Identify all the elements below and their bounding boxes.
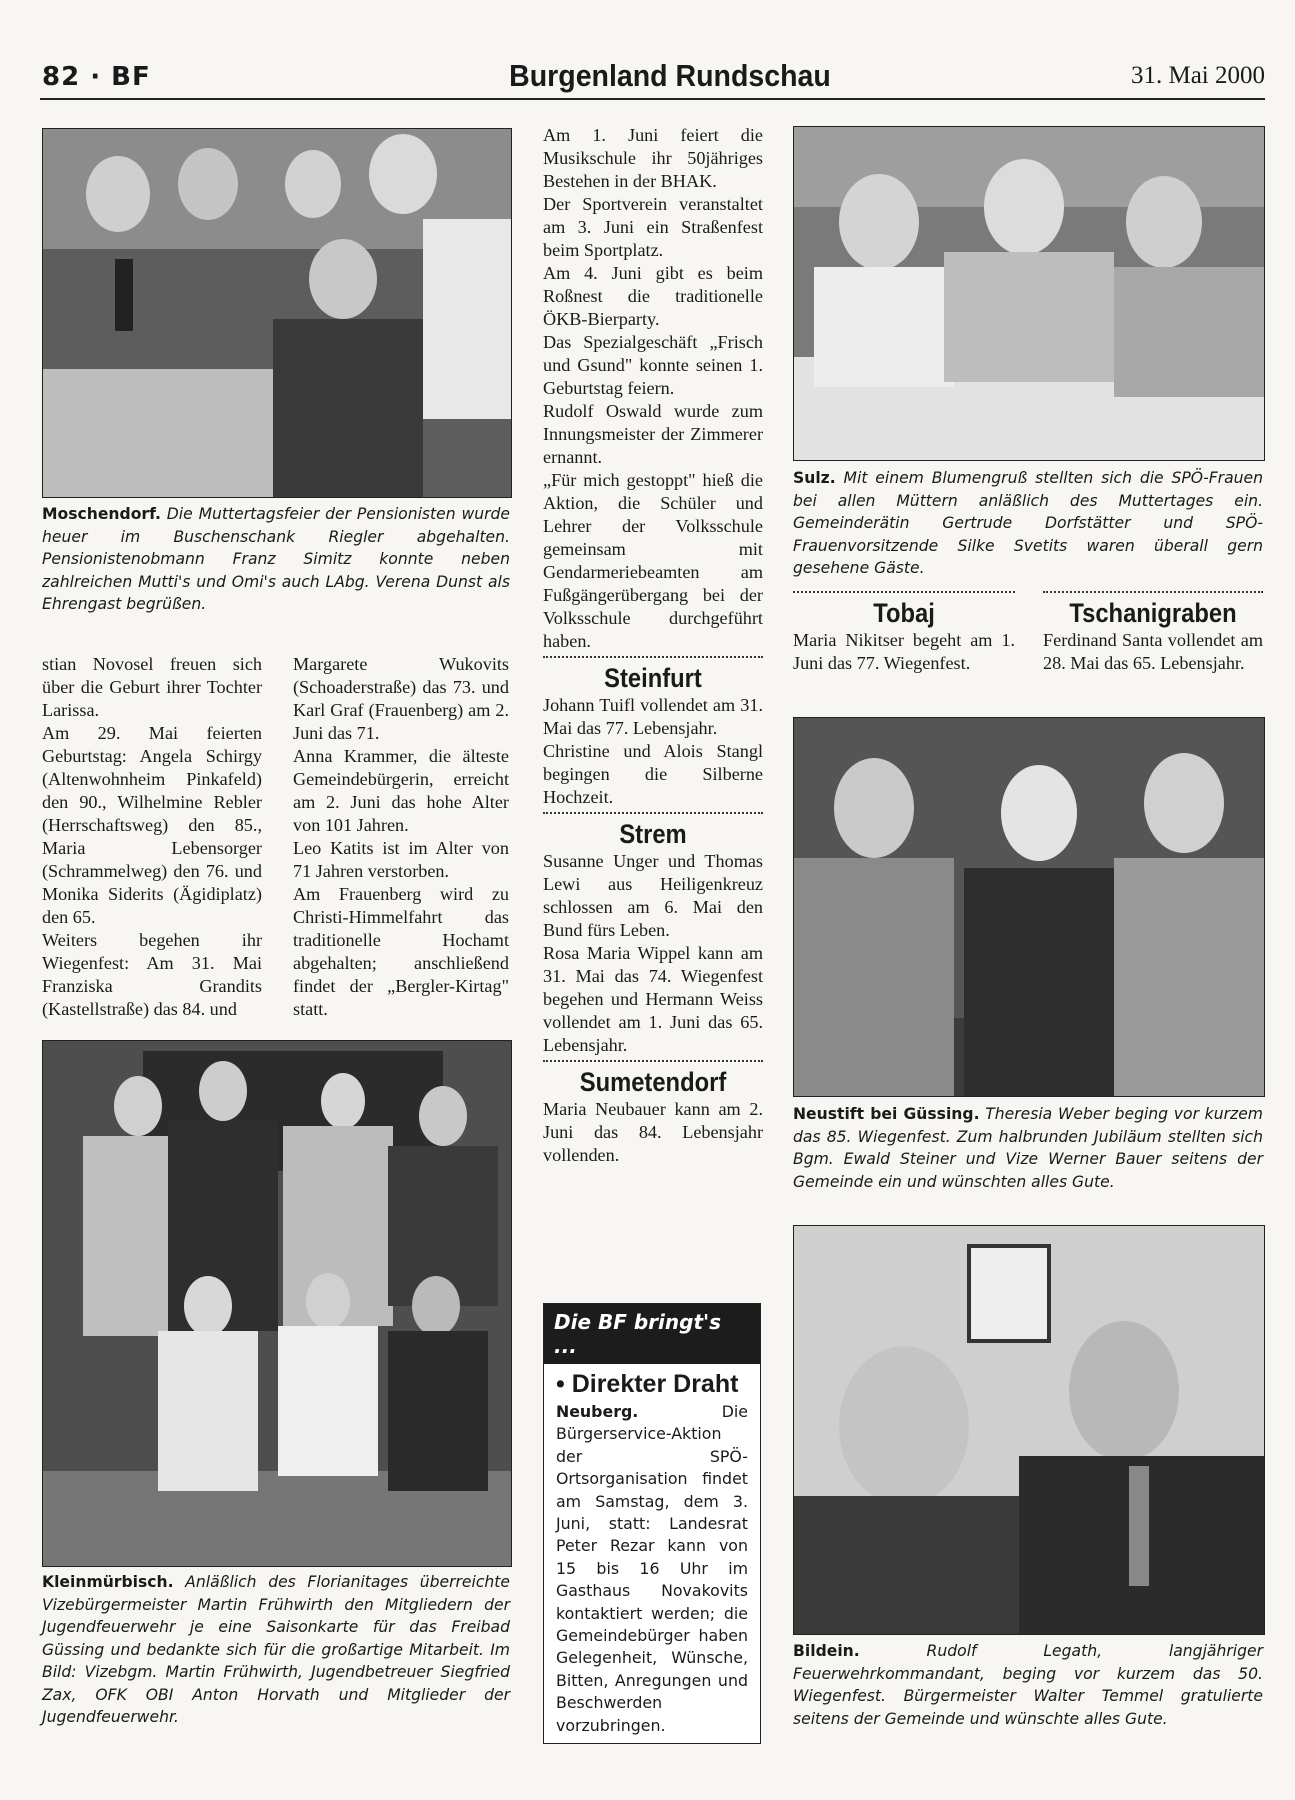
photo-moschendorf (42, 128, 512, 498)
caption-bildein (793, 1640, 1263, 1730)
paragraph: Johann Tuifl vollendet am 31. Mai das 77. Lebensjahr. (543, 695, 763, 738)
paragraph: Am 29. Mai feierten Geburtstag: Angela Schirgy (Altenwohnheim Pinkafeld) den 90., Wilhelmine Rebler (Herrschaftsweg) den 85., Maria Lebensorger (Schrammelweg) den 76. und Monika Siderits (Ägidiplatz) den 65. (42, 723, 262, 927)
box-title: • Direkter Draht (556, 1370, 739, 1398)
paragraph: Christine und Alois Stangl begingen die Silberne Hochzeit. (543, 741, 763, 807)
dotted-divider (793, 591, 1015, 593)
dotted-divider (543, 812, 763, 814)
caption-kleinmuerbisch (42, 1571, 510, 1729)
box-place: Neuberg. (556, 1402, 639, 1421)
article-column-1 (42, 653, 262, 1021)
paragraph: Am 1. Juni feiert die Musikschule ihr 50jähriges Bestehen in der BHAK. (543, 125, 763, 191)
paragraph: Rosa Maria Wippel kann am 31. Mai das 74. Wiegenfest begehen und Hermann Weiss vollendet am 1. Juni das 65. Lebensjahr. (543, 943, 763, 1055)
dotted-divider (543, 1060, 763, 1062)
photo-bildein (793, 1225, 1265, 1635)
caption-text: Anläßlich des Florianitages überreichte Vizebürgermeister Martin Frühwirth den Mitgliedern der Jugendfeuerwehr je eine Saisonkarte für das Freibad Güssing und bedankte sich für die großartige Mitarbeit. Im Bild: Vizebgm. Martin Frühwirth, Jugendbetreuer Siegfried Zax, OFK OBI Anton Horvath und Mitglieder der Jugendfeuerwehr. (42, 1573, 510, 1726)
caption-place: Sulz. (793, 469, 836, 487)
section-heading-sumetendorf: Sumetendorf (579, 1067, 727, 1097)
page-number: 82 · BF (42, 62, 151, 92)
caption-text: Mit einem Blumengruß stellten sich die SPÖ-Frauen bei allen Müttern anläßlich des Muttertages ein. Gemeinderätin Gertrude Dorfstätter und SPÖ-Frauenvorsitzende Silke Svetits waren überall gern gesehene Gäste. (793, 469, 1263, 577)
article-column-2 (293, 653, 509, 1021)
dotted-divider (1043, 591, 1263, 593)
caption-text: Die Muttertagsfeier der Pensionisten wurde heuer im Buschenschank Riegler abgehalten. Pensionistenobmann Franz Simitz konnte neben zahlreichen Mutti's und Omi's auch LAbg. Verena Dunst als Ehrengast begrüßen. (42, 505, 510, 613)
paragraph: Maria Nikitser begeht am 1. Juni das 77. Wiegenfest. (793, 630, 1015, 673)
photo-kleinmuerbisch (42, 1040, 512, 1567)
issue-date: 31. Mai 2000 (1130, 62, 1265, 89)
caption-sulz (793, 467, 1263, 580)
box-body (544, 1401, 760, 1743)
paragraph: Margarete Wukovits (Schoaderstraße) das 73. und Karl Graf (Frauenberg) am 2. Juni das 71. (293, 654, 509, 743)
photo-neustift (793, 717, 1265, 1097)
box-text: Die Bürgerservice-Aktion der SPÖ-Ortsorganisation findet am Samstag, dem 3. Juni, statt: Landesrat Peter Rezar kann von 15 bis 16 Uhr im Gasthaus Novakovits kontaktiert werden; die Gemeindebürger haben Gelegenheit, Wünsche, Bitten, Anregungen und Beschwerden vorzubringen. (556, 1402, 748, 1735)
info-box-direkter-draht (543, 1303, 761, 1744)
caption-neustift (793, 1103, 1263, 1193)
article-column-3 (543, 124, 763, 1167)
caption-moschendorf (42, 503, 510, 616)
header-rule (40, 98, 1265, 100)
paragraph: stian Novosel freuen sich über die Geburt ihrer Tochter Larissa. (42, 654, 262, 720)
caption-text: Rudolf Legath, langjähriger Feuerwehrkommandant, beging vor kurzem das 50. Wiegenfest. Bürgermeister Walter Temmel gratulierte seitens der Gemeinde und wünschte alles Gute. (793, 1642, 1263, 1728)
section-heading-steinfurt: Steinfurt (604, 663, 702, 693)
section-heading-tobaj: Tobaj (873, 598, 935, 628)
paragraph: Das Spezialgeschäft „Frisch und Gsund" konnte seinen 1. Geburtstag feiern. (543, 332, 763, 398)
section-heading-strem: Strem (619, 819, 687, 849)
paragraph: Maria Neubauer kann am 2. Juni das 84. Lebensjahr vollenden. (543, 1099, 763, 1165)
caption-place: Bildein. (793, 1642, 860, 1660)
paragraph: Am Frauenberg wird zu Christi-Himmelfahrt das traditionelle Hochamt abgehalten; anschließend findet der „Bergler-Kirtag" statt. (293, 884, 509, 1019)
paragraph: Rudolf Oswald wurde zum Innungsmeister der Zimmerer ernannt. (543, 401, 763, 467)
paragraph: Leo Katits ist im Alter von 71 Jahren verstorben. (293, 838, 509, 881)
paragraph: Ferdinand Santa vollendet am 28. Mai das 65. Lebensjahr. (1043, 630, 1263, 673)
paragraph: Weiters begehen ihr Wiegenfest: Am 31. Mai Franziska Grandits (Kastellstraße) das 84. und (42, 930, 262, 1019)
brief-tobaj (793, 588, 1015, 675)
caption-place: Moschendorf. (42, 505, 161, 523)
paragraph: „Für mich gestoppt" hieß die Aktion, die Schüler und Lehrer der Volksschule gemeinsam mit Gendarmeriebeamten am Fußgängerübergang bei der Volksschule durchgeführt haben. (543, 470, 763, 651)
newspaper-title: Burgenland Rundschau (509, 58, 831, 93)
photo-sulz (793, 126, 1265, 461)
dotted-divider (543, 656, 763, 658)
caption-place: Neustift bei Güssing. (793, 1105, 980, 1123)
paragraph: Anna Krammer, die älteste Gemeindebürgerin, erreicht am 2. Juni das hohe Alter von 101 Jahren. (293, 746, 509, 835)
paragraph: Am 4. Juni gibt es beim Roßnest die traditionelle ÖKB-Bierparty. (543, 263, 763, 329)
section-heading-tschanigraben: Tschanigraben (1069, 598, 1237, 628)
caption-place: Kleinmürbisch. (42, 1573, 174, 1591)
brief-tschanigraben (1043, 588, 1263, 675)
caption-text: Theresia Weber beging vor kurzem das 85. Wiegenfest. Zum halbrunden Jubiläum stellten sich Bgm. Ewald Steiner und Vize Werner Bauer seitens der Gemeinde ein und wünschten alles Gute. (793, 1105, 1263, 1191)
paragraph: Der Sportverein veranstaltet am 3. Juni ein Straßenfest beim Sportplatz. (543, 194, 763, 260)
box-header: Die BF bringt's ... (544, 1304, 760, 1364)
paragraph: Susanne Unger und Thomas Lewi aus Heiligenkreuz schlossen am 6. Mai den Bund fürs Leben. (543, 851, 763, 940)
